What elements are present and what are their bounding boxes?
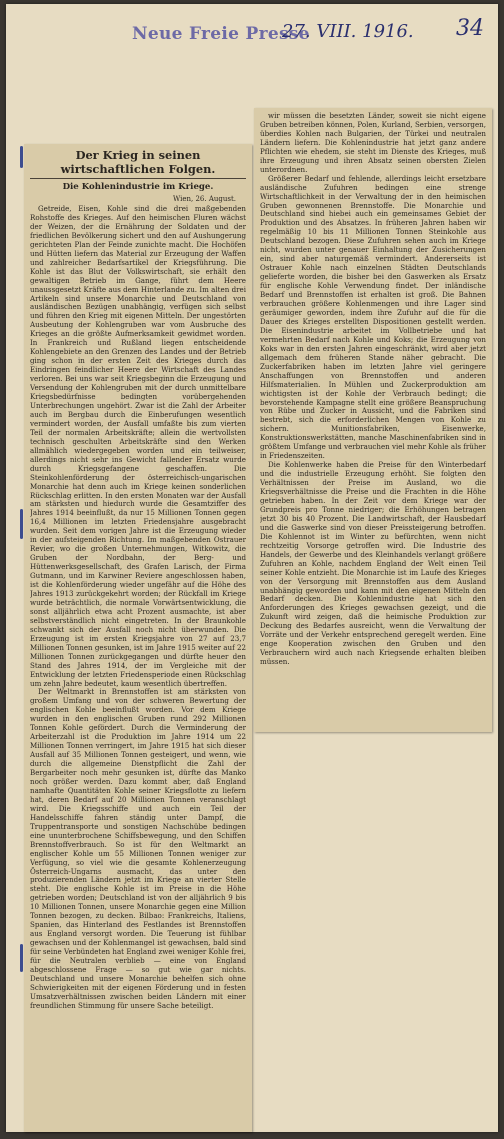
handwritten-date: 27. VIII. 1916.: [282, 21, 414, 42]
pencil-mark: [20, 509, 23, 539]
article-headline: Der Krieg in seinen wirtschaftlichen Folgen.: [60, 148, 216, 176]
article-paragraph: Der Weltmarkt in Brennstoffen ist am stärksten von großem Umfang und von der schweren Bewertung der englischen Kohle beeinflußt worden. Vor dem Kriege wurden in den englischen Gruben rund 292 Millionen Tonnen Kohle gefördert. Durch die Verminderung der Arbeiterzahl ist die Produktion im Jahre 1914 um 22 Millionen Tonnen verringert, im Jahre 1915 hat sich dieser Ausfall auf 35 Millionen Tonnen gesteigert, und wenn, wie durch die allgemeine Dienstpflicht die Zahl der Bergarbeiter noch mehr gesunken ist, dürfte das Manko noch größer werden. Dazu kommt aber, daß England namhafte Quantitäten Kohle seiner Kriegsflotte zu liefern hat, deren Bedarf auf 20 Millionen Tonnen veranschlagt wird. Die Kriegsschiffe und auch ein Teil der Handelsschiffe fahren ständig unter Dampf, die Truppentransporte und sonstigen Nachschübe bedingen eine ununterbrochene Schiffsbewegung, und den Schiffen Brennstoffverbrauch. So ist für den Weltmarkt an englischer Kohle um 55 Millionen Tonnen weniger zur Verfügung, so viel wie die gesamte Kohlenerzeugung Österreich-Ungarns ausmacht, das unter den produzierenden Ländern jetzt im Kriege an vierter Stelle steht. Die englische Kohle ist im Preise in die Höhe getrieben worden; Deutschland ist von der alljährlich 9 bis 10 Millionen Tonnen, unsere Monarchie gegen eine Million Tonnen bezogen, zu decken. Bilbao: Frankreichs, Italiens, Spanien, das Hinterland des Festlandes ist Brennstoffen aus England versorgt worden. Die Teuerung ist fühlbar gewachsen und der Kohlenmangel ist gewachsen, bald sind für seine Verbündeten hat England zwei weniger Kohle frei, für die Neutralen verblieb — eine von England abgeschlossene Frage — so gut wie gar nichts. Deutschland und unsere Monarchie behelfen sich ohne Schwierigkeiten mit der eigenen Förderung und in festen Umsatzverhältnissen zwischen beiden Ländern mit einer freundlichen Stimmung für unsere Sache beteiligt.: [30, 687, 246, 1010]
article-dateline: Wien, 26. August.: [173, 195, 236, 203]
article-subheadline: Die Kohlenindustrie im Kriege.: [62, 182, 214, 192]
masthead: [6, 18, 498, 58]
newspaper-name: Neue Freie Presse: [132, 24, 310, 44]
article-paragraph: wir müssen die besetzten Länder, soweit sie nicht eigene Gruben betreiben können, Polen, Kurland, Serbien, versorgen, überdies Kohlen nach Bulgarien, der Türkei und neutralen Ländern liefern. Die Kohlenindustrie hat jetzt ganz andere Pflichten wie ehedem, sie steht im Dienste des Krieges, muß ihre Erzeugung und ihren Absatz seinen obersten Zielen unterordnen.: [260, 112, 486, 174]
article-column-right: [260, 112, 486, 728]
article-clipping-right: [254, 108, 492, 732]
article-paragraph: Die Kohlenwerke haben die Preise für den Winterbedarf und die industrielle Erzeugung erhöht. Sie folgten den Verhältnissen der Preise im Ausland, wo die Kriegsverhältnisse die Preise und die Frachten in die Höhe getrieben haben. In der Zeit vor dem Kriege war der Grundpreis pro Tonne niedriger; die Erhöhungen betragen jetzt 30 bis 40 Prozent. Die Landwirtschaft, der Hausbedarf und die Gaswerke sind von dieser Preissteigerung betroffen. Die Kohlennot ist im Winter zu befürchten, wenn nicht rechtzeitig Vorsorge getroffen wird. Die Industrie des Handels, der Gewerbe und des Kleinhandels verlangt größere Zufuhren an Kohle, nachdem England der Welt einen Teil seiner Kohle entzieht. Die Monarchie ist im Laufe des Krieges von der Versorgung mit Brennstoffen aus dem Ausland unabhängig geworden und kann mit den eigenen Mitteln den Bedarf decken. Die Kohlenindustrie hat sich den Anforderungen des Krieges gewachsen gezeigt, und die Zukunft wird zeigen, daß die heimische Produktion zur Deckung des Bedarfes ausreicht, wenn die Verwaltung der Vorräte und der Verkehr entsprechend geregelt werden. Eine enge Kooperation zwischen den Gruben und den Verbrauchern wird auch nach Kriegsende erhalten bleiben müssen.: [260, 460, 486, 667]
pencil-mark: [20, 146, 23, 168]
article-paragraph: Größerer Bedarf und fehlende, allerdings leicht ersetzbare ausländische Zufuhren bedingen eine strenge Wirtschaftlichkeit in der Verwaltung der in den heimischen Gruben gewonnenen Brennstoffe. Die Monarchie und Deutschland sind hiebei auch ein gemeinsames Gebiet der Produktion und des Absatzes. In früheren Jahren haben wir regelmäßig 10 bis 11 Millionen Tonnen Steinkohle aus Deutschland bezogen. Diese Zufuhren sehen auch im Kriege nicht, wurden unter genauer Einhaltung der Zusicherungen ein, sind aber naturgemäß vermindert. Andererseits ist Ostrauer Kohle nach einzelnen Städten Deutschlands gelieferte worden, die bisher bei den Gaswerken als Ersatz für englische Kohle Verwendung findet. Der inländische Bedarf und Brennstoffen ist erhalten ist groß. Die Bahnen verbrauchen größere Kohlenmengen und ihre Lager sind geräumiger geworden, indem ihre Zufuhr auf die für die Dauer des Krieges erstellten Dispositionen gestellt werden. Die Eisenindustrie arbeitet im Vollbetriebe und hat vermehrten Bedarf nach Kohle und Koks; die Erzeugung von Koks war in den ersten Jahren eingeschränkt, wird aber jetzt allgemach dem früheren Stande näher gebracht. Die Zuckerfabriken haben im letzten Jahre viel geringere Anschaffungen von Brennstoffen und anderen Hilfsmaterialien. In Mühlen und Zuckerproduktion am wichtigsten ist der Kohle der Verbrauch bedingt; die bevorstehende Kampagne stellt eine größere Beanspruchung von Rübe und Zucker in Aussicht, und die Fabriken sind bestrebt, sich die erforderlichen Mengen von Kohle zu sichern. Munitionsfabriken, Eisenwerke, Konstruktionswerkstätten, manche Maschinenfabriken sind in größtem Umfange und verbrauchen viel mehr Kohle als früher in Friedenszeiten.: [260, 173, 486, 461]
pencil-mark: [20, 944, 23, 972]
article-column-left: [30, 148, 246, 1128]
divider: [30, 178, 246, 179]
clipping-sheet: [6, 4, 498, 1132]
article-clipping-left: [24, 144, 252, 1132]
article-paragraph: Getreide, Eisen, Kohle sind die drei maßgebenden Rohstoffe des Krieges. Auf den heimischen Fluren wächst der Weizen, der die Ernährung der Soldaten und der friedlichen Bevölkerung sichert und den auf Aushungerung gerichteten Plan der Feinde zunichte macht. Die Hochöfen und Hütten liefern das Material zur Erzeugung der Waffen und zahlreicher Bedarfsartikel der Kriegsführung. Die Kohle ist das Blut der Volkswirtschaft, sie erhält den gewaltigen Betrieb im Gange, führt dem Heere unaussgesetzt Kräfte aus dem Hinterlande zu. Im alten drei Artikeln sind unsere Monarchie und Deutschland von ausländischen Bezügen unabhängig, verfügen sich selbst und führen den Krieg mit eigenen Mitteln. Der ungestörten Ausbeutung der Kohlengruben war vom Ausbruche des Krieges an die größte Aufmerksamkeit gewidmet worden. In Frankreich und Rußland liegen entscheidende Kohlengebiete an den Grenzen des Landes und der Betrieb ging schon in der ersten Zeit des Krieges durch das Eindringen feindlicher Heere der Wirtschaft des Landes verloren. Bei uns war seit Kriegsbeginn die Erzeugung und Versendung der Kohlengruben mit der durch unmittelbare Kriegsbedürfnisse bedingten vorübergehenden Unterbrechungen ungehört. Zwar ist die Zahl der Arbeiter auch im Bergbau durch die Einberufungen wesentlich vermindert worden, der Ausfall umfaßte bis zum vierten Teil der normalen Arbeitskräfte; allein die wertvollsten technisch geschulten Arbeitskräfte sind den Werken allmählich wiedergegeben worden und ein teilweiser, allerdings nicht sehr ins Gewicht fallender Ersatz wurde durch Kriegsgefangene geschaffen. Die Steinkohlenförderung der österreichisch-ungarischen Monarchie hat denn auch im Kriege keinen sonderlichen Rückschlag erlitten. In den ersten Monaten war der Ausfall am stärksten und hiedurch wurde die Gesamtziffer des Jahres 1914 beeinflußt, da nur 15 Millionen Tonnen gegen 16,4 Millionen im letzten Friedensjahre ausgebracht wurden. Seit dem vorigen Jahre ist die Erzeugung wieder in der aufsteigenden Richtung. Im maßgebenden Ostrauer Revier, wo die großen Unternehmungen, Witkowitz, die Gruben der Nordbahn, der Berg- und Hüttenwerksgesellschaft, des Grafen Larisch, der Firma Gutmann, und im Karwiner Reviere angeschlossen haben, ist die Kohlenförderung wieder ungefähr auf die Höhe des Jahres 1913 zurückgekehrt worden; der Rückfall im Kriege wurde beträchtlich, die normale Vorwärtsentwicklung, die sonst alljährlich etwa acht Prozent ausmachte, ist aber selbstverständlich nicht eingetreten. In der Braunkohle schwankt sich der Ausfall noch nicht überwunden. Die Erzeugung ist im ersten Kriegsjahre von 27 auf 23,7 Millionen Tonnen gesunken, ist im Jahre 1915 weiter auf 22 Millionen Tonnen zurückgegangen und dürfte heuer den Stand des Jahres 1914, der im Vergleiche mit der Entwicklung der letzten Friedensperiode einen Rückschlag um zehn Jahre bedeutet, kaum wesentlich übertreffen.: [30, 204, 246, 688]
handwritten-page-number: 34: [456, 16, 484, 41]
